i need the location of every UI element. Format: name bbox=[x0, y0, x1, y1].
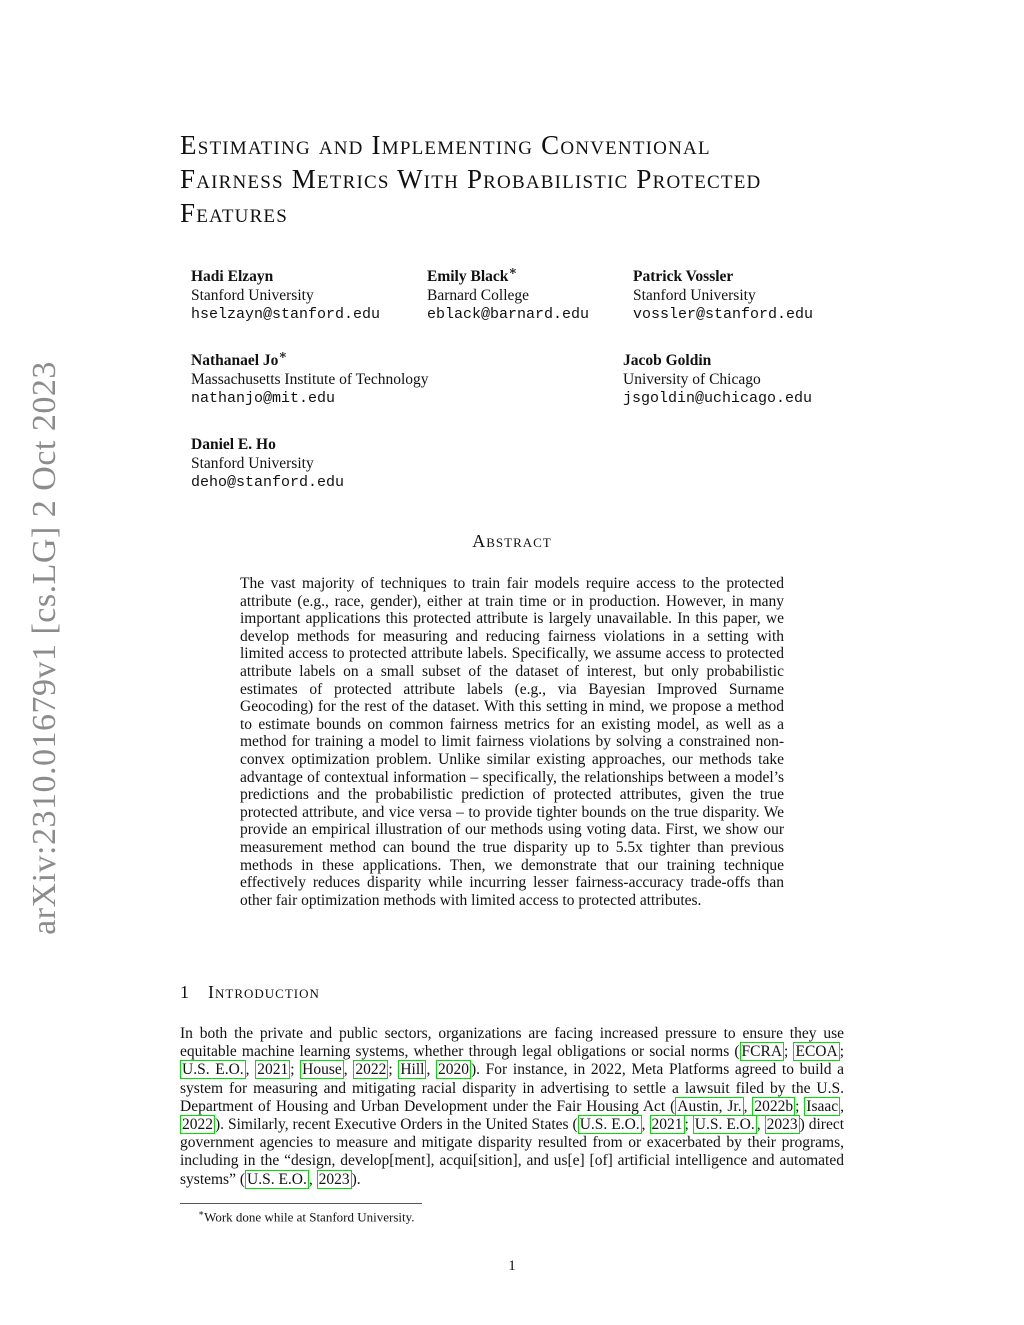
citation-link[interactable]: Isaac bbox=[806, 1097, 839, 1115]
author-name: Emily Black∗ bbox=[427, 263, 518, 286]
citation-link[interactable]: Hill bbox=[400, 1061, 425, 1079]
page-number: 1 bbox=[508, 1258, 516, 1274]
author-email[interactable]: jsgoldin@uchicago.edu bbox=[623, 390, 813, 408]
footnote-text: Work done while at Stanford University. bbox=[204, 1209, 415, 1225]
citation-link[interactable]: U.S. E.O. bbox=[247, 1170, 307, 1188]
citation-link[interactable]: U.S. E.O. bbox=[694, 1116, 755, 1134]
citation-link[interactable]: House bbox=[302, 1061, 342, 1079]
footnote bbox=[198, 1208, 415, 1225]
citation-link[interactable]: 2022 bbox=[355, 1061, 387, 1079]
author-name: Patrick Vossler bbox=[633, 268, 734, 286]
section-title: Introduction bbox=[208, 982, 320, 1002]
paper-title bbox=[180, 128, 845, 230]
title-line-2: Fairness Metrics With Probabilistic Protected bbox=[180, 164, 762, 194]
author-affiliation: Stanford University bbox=[191, 287, 314, 305]
author-affiliation: University of Chicago bbox=[623, 371, 761, 389]
section-heading bbox=[180, 982, 320, 1003]
abstract-text: The vast majority of techniques to train fair models require access to the protected attribute (e.g., race, gender), either at train time or in production. However, in many important applications this protected attribute is largely unavailable. In this paper, we develop methods for measuring and reducing fairness violations in a setting with limited access to protected attribute labels. Specifically, we assume access to protected attribute labels on a small subset of the dataset of interest, but only probabilistic estimates of protected attribute labels (e.g., via Bayesian Improved Surname Geocoding) for the rest of the dataset. With this setting in mind, we propose a method to estimate bounds on common fairness metrics for an existing model, as well as a method for training a model to limit fairness violations by solving a constrained non-convex optimization problem. Unlike similar existing approaches, our methods take advantage of contextual information – specifically, the relationships between a model’s predictions and the probabilistic prediction of protected attributes, given the true protected attribute, and vice versa – to provide tighter bounds on the true disparity. We provide an empirical illustration of our methods using voting data. First, we show our measurement method can bound the true disparity up to 5.5x tighter than previous methods in these applications. Then, we demonstrate that our training technique effectively reduces disparity while incurring lesser fairness-accuracy trade-offs than other fair optimization methods with limited access to protected attributes. bbox=[240, 575, 784, 909]
author-block bbox=[191, 261, 380, 324]
author-affiliation: Stanford University bbox=[633, 287, 756, 305]
citation-link[interactable]: 2021 bbox=[651, 1116, 683, 1134]
author-block bbox=[191, 429, 344, 492]
author-block bbox=[633, 261, 813, 324]
author-email[interactable]: deho@stanford.edu bbox=[191, 474, 345, 492]
author-email[interactable]: vossler@stanford.edu bbox=[633, 306, 814, 324]
section-number: 1 bbox=[180, 982, 190, 1002]
author-name: Hadi Elzayn bbox=[191, 268, 274, 286]
citation-link[interactable]: U.S. E.O. bbox=[579, 1116, 640, 1134]
author-email[interactable]: hselzayn@stanford.edu bbox=[191, 306, 381, 324]
abstract-heading: Abstract bbox=[472, 531, 552, 551]
footnote-divider bbox=[180, 1203, 422, 1204]
author-affiliation: Massachusetts Institute of Technology bbox=[191, 371, 429, 389]
introduction-paragraph: In both the private and public sectors, organizations are facing increased pressure to ensure they use equitable machine learning systems, whether through legal obligations or social norms ( FCRA ; ECOA ; U.S. E.O. , 2021 ; House , 2022 ; Hill , 2020 ). For instance, in 2022, Meta Platforms agreed to build a system for measuring and mitigating racial disparity in advertising to settle a lawsuit filed by the U.S. Department of Housing and Urban Development under the Fair Housing Act ( Austin, Jr. , 2022b ; Isaac , 2022 ). Similarly, recent Executive Orders in the United States ( U.S. E.O. , 2021 ; U.S. E.O. , 2023 ) direct government agencies to measure and mitigate disparity resulted from or exacerbated by their programs, including in the “design, develop[ment], acqui[sition], and us[e] [of] artificial intelligence and automated systems” ( U.S. E.O. , 2023 ). bbox=[180, 1025, 845, 1188]
author-block bbox=[623, 345, 812, 408]
footnote-mark: ∗ bbox=[198, 1208, 205, 1218]
citation-link[interactable]: FCRA bbox=[741, 1043, 783, 1061]
author-block bbox=[427, 261, 589, 324]
author-name: Jacob Goldin bbox=[623, 352, 712, 370]
citation-link[interactable]: 2023 bbox=[766, 1116, 798, 1134]
citation-link[interactable]: 2020 bbox=[437, 1061, 469, 1079]
title-line-1: Estimating and Implementing Conventional bbox=[180, 130, 711, 160]
citation-link[interactable]: Austin, Jr. bbox=[677, 1097, 742, 1115]
author-block bbox=[191, 345, 429, 408]
citation-link[interactable]: ECOA bbox=[795, 1043, 838, 1061]
author-affiliation: Stanford University bbox=[191, 455, 314, 473]
citation-link[interactable]: 2022 bbox=[182, 1116, 213, 1134]
author-email[interactable]: eblack@barnard.edu bbox=[427, 306, 590, 324]
title-line-3: Features bbox=[180, 198, 289, 228]
arxiv-identifier: arXiv:2310.01679v1 [cs.LG] 2 Oct 2023 bbox=[26, 360, 63, 935]
author-email[interactable]: nathanjo@mit.edu bbox=[191, 390, 336, 408]
arxiv-sidebar bbox=[20, 360, 70, 935]
author-name: Nathanael Jo∗ bbox=[191, 347, 288, 370]
citation-link[interactable]: 2021 bbox=[257, 1061, 289, 1079]
citation-link[interactable]: 2023 bbox=[318, 1170, 350, 1188]
author-name: Daniel E. Ho bbox=[191, 436, 276, 454]
citation-link[interactable]: U.S. E.O. bbox=[182, 1061, 244, 1079]
citation-link[interactable]: 2022b bbox=[754, 1097, 794, 1115]
author-affiliation: Barnard College bbox=[427, 287, 530, 305]
